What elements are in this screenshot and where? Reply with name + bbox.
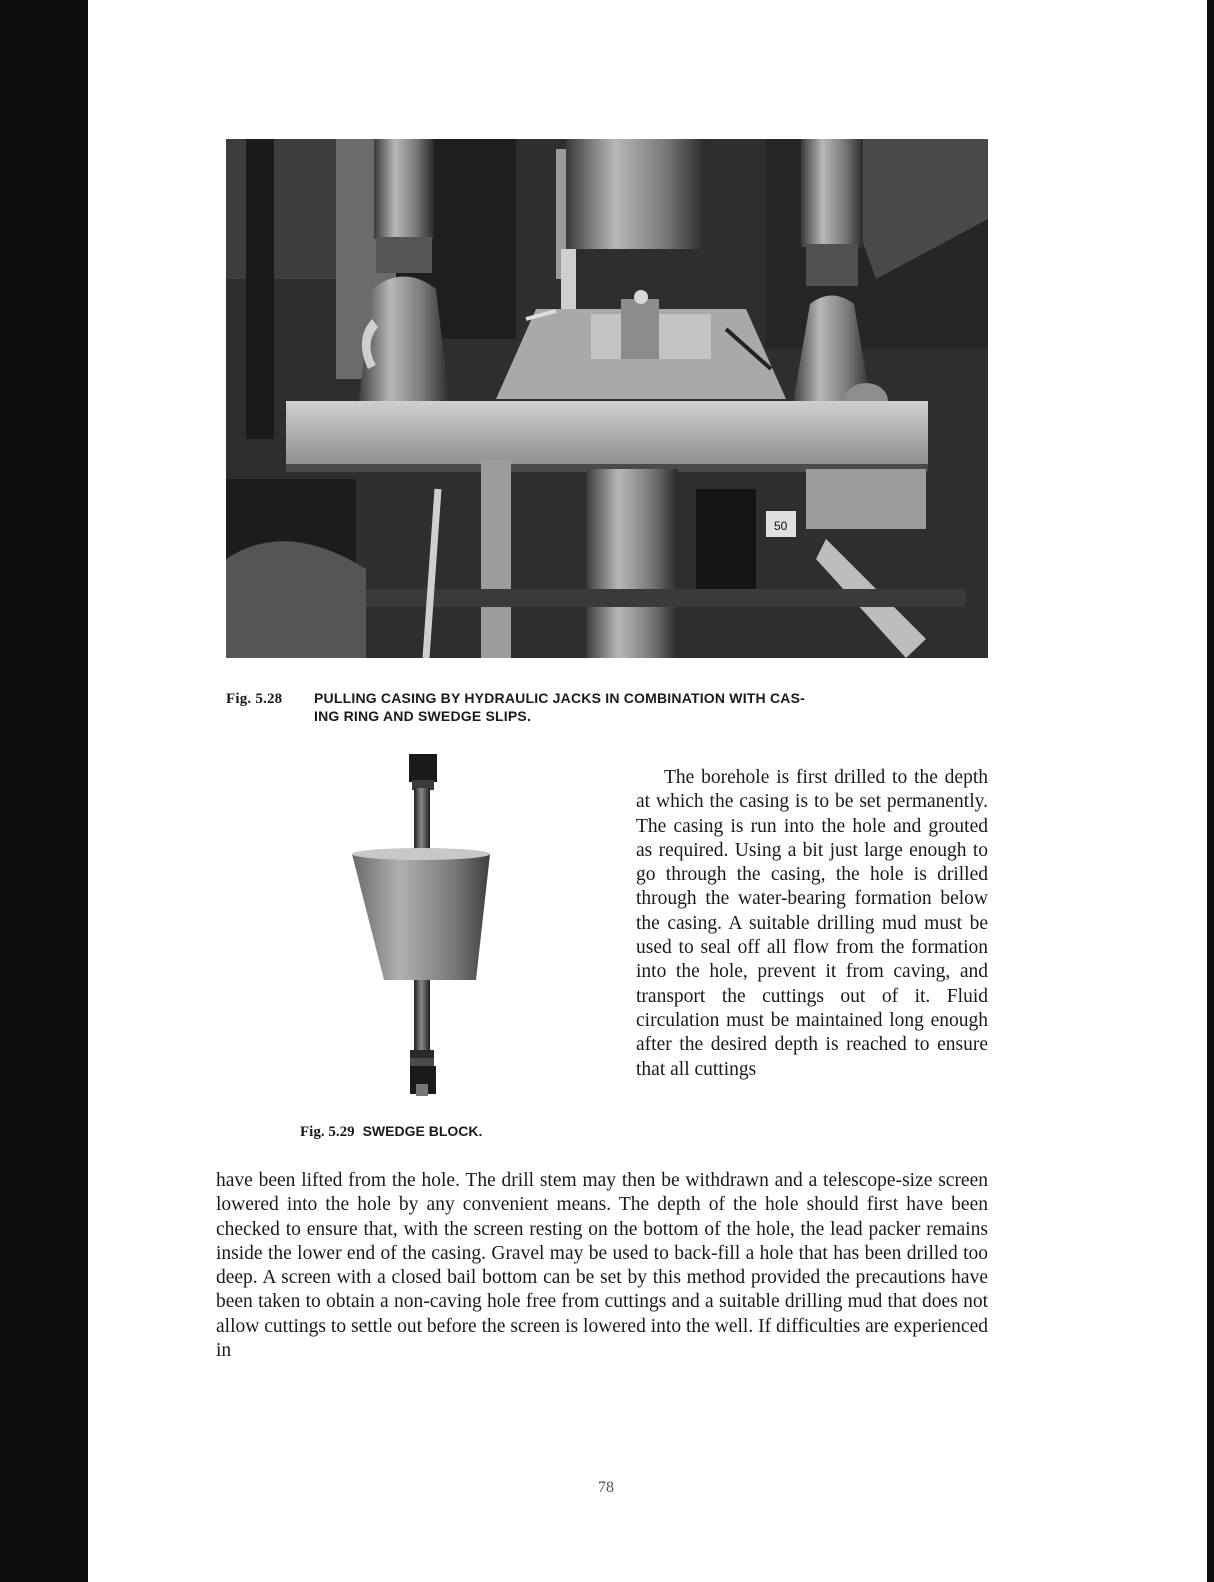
full-width-paragraph: have been lifted from the hole. The drill stem may then be withdrawn and a telescope-size screen lowered into the hole by any convenient means. The depth of the hole should first have been checked to ensure that, with the screen resting on the bottom of the hole, the lead packer remains inside the lower end of the casing. Gravel may be used to back-fill a hole that has been drilled too deep. A screen with a closed bail bottom can be set by this method provided the precautions have been taken to obtain a non-caving hole free from cuttings and a suitable drilling mud that does not allow cuttings to settle out before the screen is lowered into the well. If difficulties are experienced in: [216, 1170, 988, 1362]
scan-border-left: [0, 0, 88, 1582]
scan-border-right: [1207, 0, 1214, 1582]
figure-5-28-number: Fig. 5.28: [226, 691, 283, 707]
hydraulic-jacks-photo: [226, 139, 988, 658]
figure-5-29-caption: [300, 1123, 620, 1141]
figure-5-28-caption-line1: PULLING CASING BY HYDRAULIC JACKS IN COMBINATION WITH CAS-: [314, 690, 805, 706]
column-paragraph: The borehole is first drilled to the depth at which the casing is to be set permanently. The casing is run into the hole and grouted as required. Using a bit just large enough to go through the casing, the hole is drilled through the water-bearing formation below the casing. A suitable drilling mud must be used to seal off all flow from the formation into the hole, prevent it from caving, and transport the cuttings out of it. Fluid circulation must be maintained long enough after the desired depth is reached to ensure that all cuttings: [636, 767, 988, 1080]
figure-5-28-caption: [226, 690, 996, 725]
figure-5-28-caption-line2: ING RING AND SWEDGE SLIPS.: [314, 708, 532, 724]
figure-5-29-number: Fig. 5.29: [300, 1124, 355, 1140]
swedge-block-illustration: [352, 754, 490, 1102]
page-number: 78: [598, 1479, 614, 1496]
jack-tag-50: 50: [774, 519, 788, 533]
figure-5-29-caption-text: SWEDGE BLOCK.: [362, 1123, 483, 1139]
